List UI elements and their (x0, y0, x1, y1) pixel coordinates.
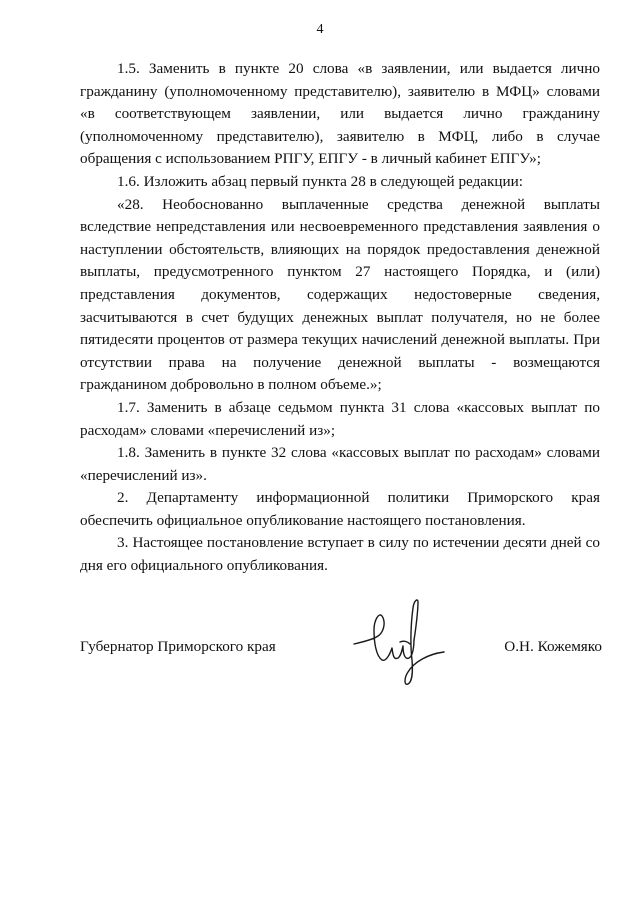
paragraph-1-6: 1.6. Изложить абзац первый пункта 28 в следующей редакции: (117, 172, 524, 190)
document-body (80, 58, 600, 578)
paragraph-1-8: 1.8. Заменить в пункте 32 слова «кассовых выплат по расходам» словами «перечислений из». (80, 444, 600, 484)
paragraph-3: 3. Настоящее постановление вступает в силу по истечении десяти дней со дня его официального опубликования. (80, 534, 600, 575)
paragraph-2: 2. Департаменту информационной политики Приморского края обеспечить официальное опубликование настоящего постановления. (80, 489, 600, 529)
signatory-title: Губернатор Приморского края (80, 638, 276, 655)
paragraph-1-5: 1.5. Заменить в пункте 20 слова «в заявлении, или выдается лично гражданину (уполномоченному представителю), заявителю в МФЦ» словами «в соответствующем заявлении, или выдается лично гражданину (уполномоченному представителю), заявителю в МФЦ, либо в случае обращения с использованием РПГУ, ЕПГУ - в личный кабинет ЕПГУ»; (80, 60, 600, 168)
page-number: 4 (316, 22, 324, 37)
signature-block (80, 596, 602, 696)
paragraph-1-7: 1.7. Заменить в абзаце седьмом пункта 31 слова «кассовых выплат по расходам» словами «перечислений из»; (80, 398, 600, 439)
signatory-name: О.Н. Кожемяко (504, 638, 602, 655)
handwritten-signature (352, 596, 448, 692)
paragraph-28-quote: «28. Необоснованно выплаченные средства денежной выплаты вследствие непредставления или несвоевременного представления заявления о наступлении обстоятельств, влияющих на порядок предоставления денежной выплаты, предусмотренного пунктом 27 настоящего Порядка, и (или) представления документов, содержащих недостоверные сведения, засчитываются в счет будущих денежных выплат получателя, но не более пятидесяти процентов от размера текущих начислений денежной выплаты. При отсутствии права на получение денежной выплаты - возмещаются гражданином добровольно в полном объеме.»; (80, 195, 600, 394)
